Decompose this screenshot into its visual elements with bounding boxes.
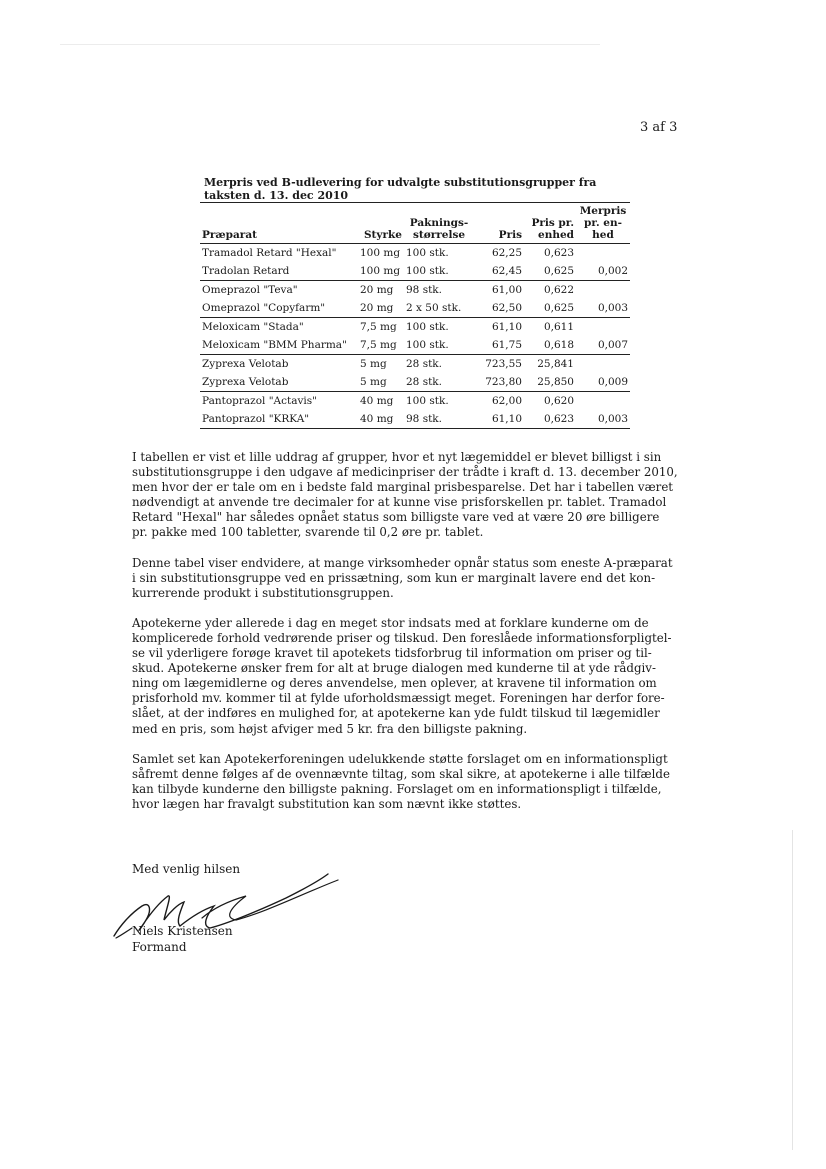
cell-pris-enhed: 0,623 xyxy=(543,247,574,259)
table-row xyxy=(200,318,630,337)
cell-styrke: 100 mg xyxy=(358,262,404,281)
text-line: Apotekerne yder allerede i dag en meget stor indsats med at forklare kunderne om de xyxy=(132,615,649,630)
text-line: I tabellen er vist et lille uddrag af grupper, hvor et nyt lægemiddel er blevet billigst i sin xyxy=(132,450,662,464)
cell-pakning: 100 stk. xyxy=(406,395,449,407)
table-row xyxy=(200,373,630,392)
table-row xyxy=(200,244,630,263)
text-line: slået, at der indføres en mulighed for, at apotekerne kan yde fuldt tilskud til lægemidler xyxy=(132,706,660,721)
cell-styrke: 20 mg xyxy=(358,299,404,318)
cell-pris-enhed: 25,850 xyxy=(524,373,576,392)
cell-pris: 62,00 xyxy=(491,395,522,407)
letter-body xyxy=(132,450,694,827)
table-row xyxy=(200,410,630,429)
cell-styrke: 100 mg xyxy=(360,247,401,259)
cell-pris: 61,00 xyxy=(491,284,522,296)
cell-praeparat: Pantoprazol "Actavis" xyxy=(202,395,317,407)
cell-pris-enhed: 0,611 xyxy=(543,321,574,333)
cell-styrke: 20 mg xyxy=(360,284,394,296)
closing-greeting: Med venlig hilsen xyxy=(132,862,241,876)
text-line: nødvendigt at anvende tre decimaler for at kunne vise prisforskellen pr. tablet. Tramadol xyxy=(132,495,667,510)
cell-pris-enhed: 25,841 xyxy=(537,358,574,370)
cell-praeparat: Tradolan Retard xyxy=(200,262,358,281)
cell-merpris: 0,003 xyxy=(576,299,630,318)
cell-praeparat: Meloxicam "BMM Pharma" xyxy=(200,336,358,355)
cell-styrke: 5 mg xyxy=(358,373,404,392)
cell-praeparat: Zyprexa Velotab xyxy=(202,358,289,370)
cell-pris: 62,25 xyxy=(491,247,522,259)
cell-pris: 61,10 xyxy=(474,410,524,429)
paragraph-4 xyxy=(132,752,694,812)
text-line: med en pris, som højst afviger med 5 kr. fra den billigste pakning. xyxy=(132,721,528,736)
table-row xyxy=(200,336,630,355)
price-table xyxy=(200,202,630,429)
table-row xyxy=(200,262,630,281)
signatory-title: Formand xyxy=(132,940,187,954)
cell-merpris xyxy=(576,392,630,411)
header-praeparat: Præparat xyxy=(200,203,358,244)
text-line: Retard "Hexal" har således opnået status som billigste vare ved at være 20 øre billigere xyxy=(132,510,660,525)
cell-pris-enhed: 0,620 xyxy=(543,395,574,407)
table-caption: Merpris ved B-udlevering for udvalgte substitutionsgrupper fra taksten d. 13. dec 2010 xyxy=(204,176,597,202)
cell-pakning: 28 stk. xyxy=(404,373,474,392)
cell-pris-enhed: 0,625 xyxy=(524,262,576,281)
text-line: kurrerende produkt i substitutionsgruppen. xyxy=(132,585,394,600)
cell-pris: 723,80 xyxy=(474,373,524,392)
header-merpris: Merpris pr. en-hed xyxy=(576,203,630,244)
cell-merpris xyxy=(576,244,630,263)
cell-pris-enhed: 0,622 xyxy=(543,284,574,296)
cell-merpris xyxy=(576,355,630,374)
cell-pakning: 100 stk. xyxy=(406,321,449,333)
text-line: såfremt denne følges af de ovennævnte tiltag, som skal sikre, at apotekerne i alle tilfælde xyxy=(132,766,670,781)
cell-pakning: 98 stk. xyxy=(404,410,474,429)
text-line: kan tilbyde kunderne den billigste pakning. Forslaget om en informationspligt i tilfælde, xyxy=(132,781,662,796)
paragraph-1 xyxy=(132,450,694,541)
cell-pris-enhed: 0,623 xyxy=(524,410,576,429)
cell-merpris xyxy=(576,318,630,337)
cell-pris: 723,55 xyxy=(485,358,522,370)
text-line: Samlet set kan Apotekerforeningen udelukkende støtte forslaget om en informationspligt xyxy=(132,751,668,766)
table-row xyxy=(200,355,630,374)
text-line: se vil yderligere forøge kravet til apotekets tidsforbrug til information om priser og til- xyxy=(132,646,652,661)
text-line: komplicerede forhold vedrørende priser og tilskud. Den foreslåede informationsforpligtel- xyxy=(132,630,672,645)
cell-pris-enhed: 0,618 xyxy=(524,336,576,355)
header-pris: Pris xyxy=(474,203,524,244)
text-line: pr. pakke med 100 tabletter, svarende til 0,2 øre pr. tablet. xyxy=(132,525,484,540)
cell-pakning: 28 stk. xyxy=(406,358,443,370)
cell-praeparat: Tramadol Retard "Hexal" xyxy=(202,247,337,259)
cell-styrke: 7,5 mg xyxy=(358,336,404,355)
cell-pakning: 100 stk. xyxy=(406,247,449,259)
text-line: hvor lægen har fravalgt substitution kan som nævnt ikke støttes. xyxy=(132,796,522,811)
table-row xyxy=(200,299,630,318)
cell-merpris xyxy=(576,281,630,300)
cell-styrke: 7,5 mg xyxy=(360,321,397,333)
text-line: skud. Apotekerne ønsker frem for alt at bruge dialogen med kunderne til at yde rådgiv- xyxy=(132,661,656,676)
cell-styrke: 40 mg xyxy=(358,410,404,429)
cell-praeparat: Omeprazol "Teva" xyxy=(202,284,298,296)
cell-pakning: 2 x 50 stk. xyxy=(404,299,474,318)
cell-merpris: 0,007 xyxy=(576,336,630,355)
cell-pris: 62,50 xyxy=(474,299,524,318)
signatory-name: Niels Kristensen xyxy=(132,924,233,938)
cell-praeparat: Zyprexa Velotab xyxy=(200,373,358,392)
scan-artifact-top xyxy=(60,44,600,45)
table-row xyxy=(200,281,630,300)
cell-pakning: 98 stk. xyxy=(406,284,443,296)
cell-pakning: 100 stk. xyxy=(404,262,474,281)
cell-pris: 61,10 xyxy=(491,321,522,333)
cell-pakning: 100 stk. xyxy=(404,336,474,355)
cell-pris: 62,45 xyxy=(474,262,524,281)
header-pakning: Paknings-størrelse xyxy=(404,203,474,244)
table-row xyxy=(200,392,630,411)
paragraph-3 xyxy=(132,616,694,737)
paragraph-2 xyxy=(132,556,694,601)
scan-artifact-right-edge xyxy=(792,830,793,1150)
table-header-row xyxy=(200,203,630,244)
text-line: i sin substitutionsgruppe ved en prissætning, som kun er marginalt lavere end det kon- xyxy=(132,570,656,585)
header-pris-enhed: Pris pr. enhed xyxy=(524,203,576,244)
header-styrke: Styrke xyxy=(358,203,404,244)
cell-praeparat: Meloxicam "Stada" xyxy=(202,321,304,333)
text-line: Denne tabel viser endvidere, at mange virksomheder opnår status som eneste A-præparat xyxy=(132,555,673,570)
cell-pris-enhed: 0,625 xyxy=(524,299,576,318)
text-line: substitutionsgruppe i den udgave af medicinpriser der trådte i kraft d. 13. december 2010, xyxy=(132,465,678,480)
text-line: prisforhold mv. kommer til at fylde uforholdsmæssigt meget. Foreningen har derfor fore- xyxy=(132,691,665,706)
cell-pris: 61,75 xyxy=(474,336,524,355)
cell-merpris: 0,002 xyxy=(576,262,630,281)
page-number: 3 af 3 xyxy=(640,120,678,135)
text-line: ning om lægemidlerne og deres anvendelse, men oplever, at kravene til information om xyxy=(132,676,657,691)
cell-styrke: 40 mg xyxy=(360,395,394,407)
cell-praeparat: Omeprazol "Copyfarm" xyxy=(200,299,358,318)
cell-styrke: 5 mg xyxy=(360,358,387,370)
cell-merpris: 0,003 xyxy=(576,410,630,429)
cell-merpris: 0,009 xyxy=(576,373,630,392)
text-line: men hvor der er tale om en i bedste fald marginal prisbesparelse. Det har i tabellen været xyxy=(132,480,674,495)
cell-praeparat: Pantoprazol "KRKA" xyxy=(200,410,358,429)
